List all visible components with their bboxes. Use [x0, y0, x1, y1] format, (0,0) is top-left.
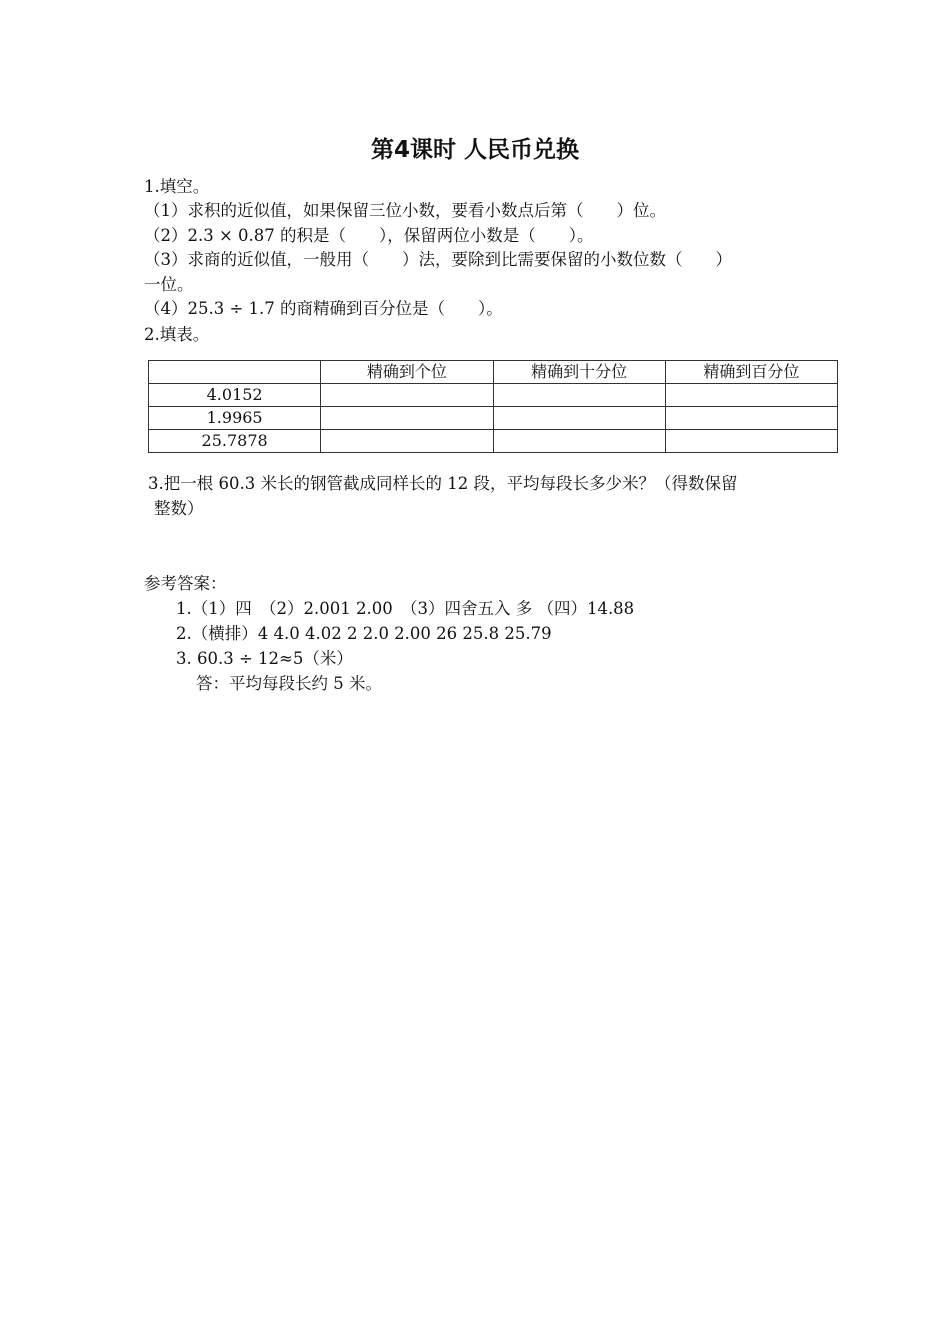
table-header-cell: 精确到个位: [321, 361, 493, 384]
table-cell: [493, 407, 665, 430]
table-header-cell: [149, 361, 321, 384]
question-1-item-4: （4）25.3 ÷ 1.7 的商精确到百分位是（ ）。: [144, 299, 503, 318]
table-cell: [665, 384, 837, 407]
question-3-line-1: 3.把一根 60.3 米长的钢管截成同样长的 12 段，平均每段长多少米？（得数保留: [148, 474, 738, 493]
table-cell: 1.9965: [149, 407, 321, 430]
question-1-item-1: （1）求积的近似值，如果保留三位小数，要看小数点后第（ ）位。: [144, 201, 666, 220]
table-cell: [665, 430, 837, 453]
answer-line-1: 1.（1）四 （2）2.001 2.00 （3）四舍五入 多 （四）14.88: [176, 599, 635, 618]
answer-line-3: 3. 60.3 ÷ 12≈5（米）: [176, 649, 353, 668]
table-cell: [665, 407, 837, 430]
table-cell: [321, 384, 493, 407]
question-3-line-2: 整数）: [154, 499, 204, 518]
question-1-item-3-continued: 一位。: [144, 275, 194, 294]
table-row: [149, 384, 838, 407]
answer-line-2: 2.（横排）4 4.0 4.02 2 2.0 2.00 26 25.8 25.79: [176, 624, 552, 643]
table-cell: [493, 384, 665, 407]
table-cell: [493, 430, 665, 453]
table-header-cell: 精确到百分位: [665, 361, 837, 384]
table-cell: [321, 430, 493, 453]
question-2-heading: 2.填表。: [144, 325, 210, 344]
answers-heading: 参考答案：: [144, 574, 227, 593]
table-header-row: [149, 361, 838, 384]
question-1-item-3: （3）求商的近似值，一般用（ ）法，要除到比需要保留的小数位数（ ）: [144, 250, 732, 269]
question-1-heading: 1.填空。: [144, 177, 210, 196]
question-1-item-2: （2）2.3 × 0.87 的积是（ ），保留两位小数是（ ）。: [144, 226, 594, 245]
page-title: 第4课时 人民币兑换: [370, 137, 579, 163]
table-row: [149, 407, 838, 430]
table-cell: [321, 407, 493, 430]
rounding-table: [148, 360, 838, 453]
table-cell: 4.0152: [149, 384, 321, 407]
table-row: [149, 430, 838, 453]
table-header-cell: 精确到十分位: [493, 361, 665, 384]
answer-line-4: 答：平均每段长约 5 米。: [196, 674, 382, 693]
table-cell: 25.7878: [149, 430, 321, 453]
